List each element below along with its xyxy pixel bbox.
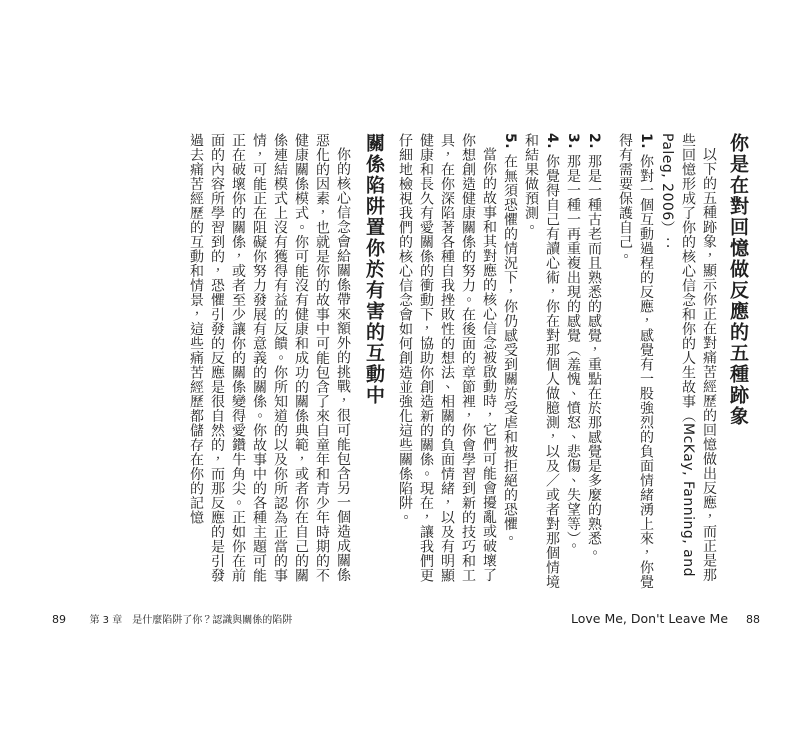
right-page-intro: 以下的五種跡象，顯示你正在對痛苦經歷的回憶做出反應，而正是那些回憶形成了你的核心信念和你的人生故事（McKay, Fanning, and Paleg, 2006）： <box>659 133 717 582</box>
list-number: 5. <box>502 133 518 150</box>
right-page-heading: 你是在對回憶做反應的五種跡象 <box>727 133 749 427</box>
left-page-number: 89 <box>52 613 66 626</box>
list-item <box>520 133 562 593</box>
list-text: 你覺得自己有讀心術，你在對那個人做臆測，以及／或者對那個情境和結果做預測。 <box>523 133 560 590</box>
list-number: 1. <box>638 133 654 150</box>
list-number: 2. <box>586 133 602 150</box>
list-number: 3. <box>565 133 581 150</box>
book-title-running-head: Love Me, Don't Leave Me <box>571 611 729 626</box>
list-item <box>499 133 520 593</box>
list-text: 你對一個互動過程的反應，感覺有一股強烈的負面情緒湧上來，你覺得有需要保護自己。 <box>617 133 654 590</box>
left-page-paragraph: 你的核心信念會給關係帶來額外的挑戰，很可能包含另一個造成關係惡化的因素，也就是你的故事中可能包含了來自童年和青少年時期的不健康關係模式。你可能沒有健康和成功的關係典範，或者你在自己的關係連結模式上沒有獲得有益的反饋。你所知道的以及你所認為正當的事情，可能正在阻礙你努力發展有意義的關係。你故事中的各種主題可能正在破壞你的關係，或者至少讓你的關係變得愛鑽牛角尖。正如你在前面的內容所學習到的，恐懼引發的反應是很自然的，而那反應的是引發過去痛苦經歷的互動和情景，這些痛苦經歷都儲存在你的記憶 <box>188 133 351 583</box>
right-page-footer <box>571 611 760 626</box>
chapter-running-head: 第 3 章 是什麼陷阱了你？認識與關係的陷阱 <box>89 615 293 626</box>
list-text: 那是一種古老而且熟悉的感覺，重點在於那感覺是多麼的熟悉。 <box>586 154 602 561</box>
right-page-number: 88 <box>746 613 760 626</box>
left-page-heading: 關係陷阱置你於有害的互動中 <box>363 133 385 406</box>
list-number: 4. <box>544 133 560 150</box>
left-page-footer <box>52 611 292 626</box>
list-text: 在無須恐懼的情況下，你仍感受到關於受虐和被拒絕的恐懼。 <box>502 154 518 546</box>
list-item <box>614 133 656 593</box>
right-page-closing: 當你的故事和其對應的核心信念被啟動時，它們可能會擾亂或破壞了你想創造健康關係的努力。在後面的章節裡，你會學習到新的技巧和工具，在你深陷著各種自我挫敗性的想法、相關的負面情緒，以及有明顯健康和長久有愛關係的衝動下，協助你創造新的關係。現在，讓我們更仔細地檢視我們的核心信念會如何創造並強化這些關係陷阱。 <box>397 133 497 583</box>
list-item <box>583 133 604 593</box>
list-item <box>562 133 583 593</box>
list-text: 那是一種一再重複出現的感覺（羞愧、憤怒、悲傷、失望等）。 <box>565 154 581 554</box>
vertical-text-body <box>48 133 748 593</box>
